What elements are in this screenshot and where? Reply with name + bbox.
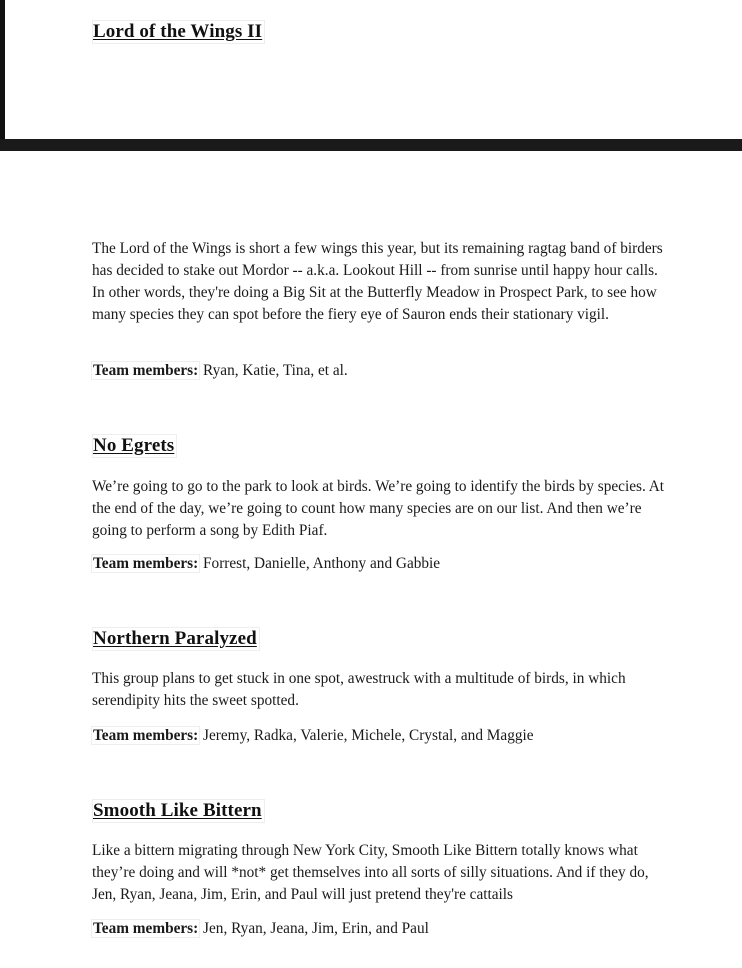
team-members-label: Team members:: [93, 555, 199, 572]
team-title-smooth-like-bittern: Smooth Like Bittern: [93, 800, 262, 821]
team-title-northern-paralyzed: Northern Paralyzed: [93, 628, 257, 649]
team-members-smooth-like-bittern: [92, 919, 429, 939]
team-title-no-egrets: No Egrets: [93, 435, 175, 456]
team-members-list: Ryan, Katie, Tina, et al.: [203, 362, 348, 379]
team-members-label: Team members:: [93, 362, 199, 379]
page-break-divider: [0, 139, 742, 151]
team-members-no-egrets: [92, 554, 440, 574]
team-description-no-egrets: We’re going to go to the park to look at birds. We’re going to identify the birds by species. At the end of the day, we’re going to count how many species are on our list. And then we’re going to perform a song by Edith Piaf.: [92, 478, 665, 539]
team-members-list: Forrest, Danielle, Anthony and Gabbie: [203, 555, 441, 572]
team-description-lord-of-the-wings: The Lord of the Wings is short a few wings this year, but its remaining ragtag band of birders has decided to stake out Mordor -- a.k.a. Lookout Hill -- from sunrise until happy hour calls. In other words, they're doing a Big Sit at the Butterfly Meadow in Prospect Park, to see how many species they can spot before the fiery eye of Sauron ends their stationary vigil.: [92, 240, 663, 323]
team-members-label: Team members:: [93, 920, 199, 937]
team-description-smooth-like-bittern: Like a bittern migrating through New York City, Smooth Like Bittern totally knows what they’re doing and will *not* get themselves into all sorts of silly situations. And if they do, Jen, Ryan, Jeana, Jim, Erin, and Paul will just pretend they're cattails: [92, 842, 649, 903]
team-members-list: Jeremy, Radka, Valerie, Michele, Crystal, and Maggie: [203, 727, 534, 744]
page-left-edge: [0, 0, 5, 139]
team-title-lord-of-the-wings: Lord of the Wings II: [93, 21, 263, 42]
team-description-northern-paralyzed: This group plans to get stuck in one spot, awestruck with a multitude of birds, in which serendipity hits the sweet spotted.: [92, 670, 626, 709]
team-members-label: Team members:: [93, 727, 199, 744]
team-members-northern-paralyzed: [92, 726, 534, 746]
team-members-lord-of-the-wings: [92, 361, 348, 381]
team-members-list: Jen, Ryan, Jeana, Jim, Erin, and Paul: [203, 920, 429, 937]
